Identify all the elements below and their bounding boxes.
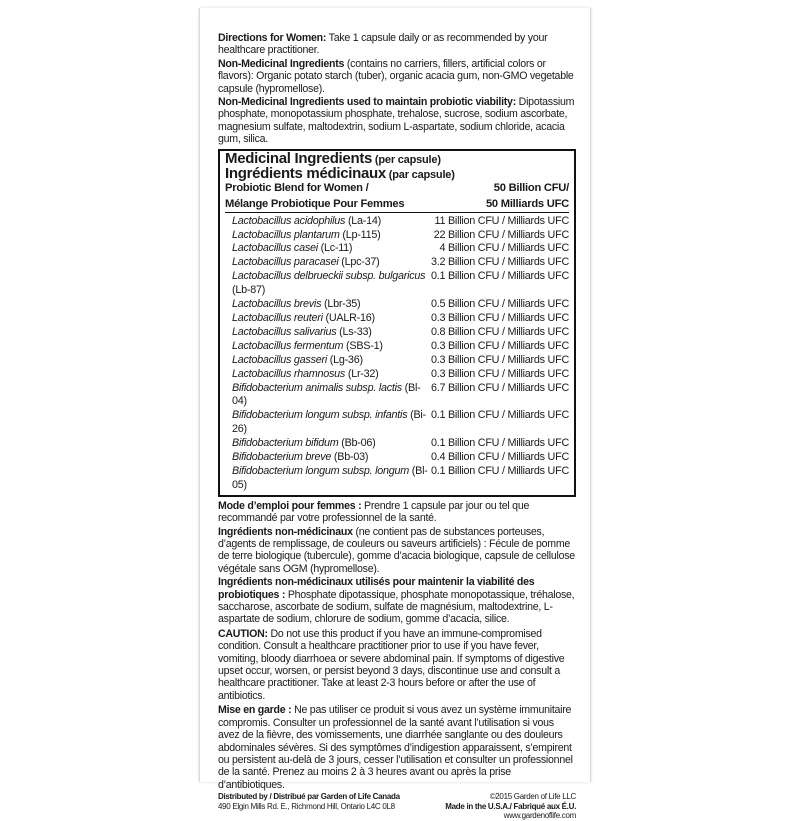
strain-name [232, 368, 379, 382]
strain-name [232, 340, 383, 354]
nonmed-fr-label: Ingrédients non-médicinaux [218, 525, 353, 538]
strain-species: Lactobacillus plantarum [232, 228, 340, 241]
strain-name [232, 312, 375, 326]
made-in: Made in the U.S.A./ Fabriqué aux É.U. [445, 801, 576, 811]
strain-name [232, 229, 380, 243]
strain-value: 6.7 Billion CFU / Milliards UFC [430, 381, 569, 394]
blend-fr-label: Mélange Probiotique Pour Femmes [225, 197, 405, 210]
strain-value: 0.3 Billion CFU / Milliards UFC [430, 312, 569, 324]
strain-value: 0.3 Billion CFU / Milliards UFC [430, 353, 569, 366]
blend-fr-value: 50 Milliards UFC [485, 197, 569, 210]
strain-name [232, 298, 360, 312]
strain-species: Lactobacillus paracasei [232, 256, 339, 269]
strain-value: 3.2 Billion CFU / Milliards UFC [430, 256, 569, 269]
strain-code: (Lb-87) [232, 284, 266, 297]
nonmed-viability-en [218, 96, 576, 146]
strain-species: Bifidobacterium longum subsp. infantis [232, 409, 408, 422]
strain-row [225, 242, 569, 256]
strain-value: 0.1 Billion CFU / Milliards UFC [430, 437, 569, 450]
strain-value: 11 Billion CFU / Milliards UFC [434, 214, 569, 227]
strain-species: Lactobacillus brevis [232, 298, 322, 311]
strain-species: Bifidobacterium breve [232, 451, 332, 464]
strain-name [232, 354, 363, 368]
strain-row [225, 409, 569, 437]
footer [218, 792, 576, 821]
strain-row [225, 229, 569, 243]
strain-value: 0.8 Billion CFU / Milliards UFC [430, 325, 569, 338]
strain-row [225, 298, 569, 312]
strain-name [232, 242, 352, 256]
strain-species: Lactobacillus fermentum [232, 339, 344, 352]
strain-name [232, 437, 375, 451]
strain-species: Lactobacillus salivarius [232, 325, 337, 338]
nonmed-fr-text: (ne contient pas de substances porteuses, d’agents de remplissage, de couleurs ou saveurs artificiels) : Fécule de pomme de terre biologique (tubercule), gomme d’acacia biologique, capsule de cellulose végétale sans OGM (hypromellose). [218, 525, 575, 575]
strain-row [225, 326, 569, 340]
strain-value: 0.1 Billion CFU / Milliards UFC [430, 270, 569, 283]
blend-row-en [225, 182, 569, 195]
nonmed-viability-en-text: Dipotassium phosphate, monopotassium phosphate, trehalose, sucrose, sodium ascorbate, magnesium sulfate, maltodextrin, sodium L-aspartate, sodium chloride, acacia gum, silica. [218, 96, 575, 146]
caution-fr-text: Ne pas utiliser ce produit si vous avez un système immunitaire compromis. Consulter un professionnel de la santé avant l’utilisation si vous avez de la fièvre, des vomissements, une diarrhée sanglante ou des douleurs abdominales sévères. Si des symptômes d’indigestion apparaissent, s’empirent ou persistent au-delà de 3 jours, cesser l’utilisation et consulter un professionnel de la santé. Prenez au moins 2 à 3 heures avant ou après la prise d’antibiotiques. [218, 704, 573, 791]
caution-fr-label: Mise en garde : [218, 704, 292, 717]
strain-row [225, 312, 569, 326]
strain-species: Bifidobacterium bifidum [232, 437, 339, 450]
strain-code: (Bl-05) [232, 464, 428, 491]
nonmed-viability-fr-text: Phosphate dipotassique, phosphate monopotassique, tréhalose, saccharose, ascorbate de sodium, sulfate de magnésium, maltodextrine, L-aspartate de sodium, chlorure de sodium, gomme d’acacia, silice. [218, 588, 575, 626]
nonmed-fr [218, 526, 576, 576]
nonmed-viability-en-label: Non-Medicinal Ingredients used to maintain probiotic viability: [218, 96, 516, 109]
nonmed-viability-fr [218, 576, 576, 626]
caution-en-label: CAUTION: [218, 627, 268, 640]
strain-species: Lactobacillus acidophilus [232, 214, 346, 227]
nonmed-en-label: Non-Medicinal Ingredients [218, 57, 345, 70]
strain-name [232, 256, 379, 270]
blend-en-value: 50 Billion CFU/ [493, 181, 569, 194]
strain-name [232, 382, 431, 410]
nonmed-en [218, 58, 576, 95]
medicinal-title-fr-text: Ingrédients médicinaux [225, 164, 386, 182]
strain-value: 22 Billion CFU / Milliards UFC [433, 228, 569, 241]
medicinal-per-en: (per capsule) [372, 153, 441, 166]
caution-en [218, 628, 576, 702]
strain-row [225, 465, 569, 493]
strain-code: (Lp-115) [339, 228, 381, 241]
directions-fr [218, 500, 576, 525]
strain-value: 0.4 Billion CFU / Milliards UFC [430, 451, 569, 464]
strain-code: (Lc-11) [317, 242, 353, 255]
strain-code: (Lr-32) [345, 367, 379, 380]
strain-species: Bifidobacterium animalis subsp. lactis [232, 381, 402, 394]
strain-value: 0.3 Billion CFU / Milliards UFC [430, 367, 569, 380]
strain-species: Lactobacillus casei [232, 242, 318, 255]
label-panel [199, 8, 591, 821]
strain-row [225, 215, 569, 229]
strain-name [232, 326, 372, 340]
strain-code: (La-14) [345, 214, 382, 227]
directions-en-label: Directions for Women: [218, 32, 327, 44]
strain-name [232, 270, 431, 298]
medicinal-title-en-text: Medicinal Ingredients [225, 149, 373, 167]
strain-name [232, 451, 368, 465]
strain-code: (Lbr-35) [321, 298, 361, 311]
strain-code: (SBS-1) [343, 339, 383, 352]
strain-code: (Bl-04) [232, 381, 421, 408]
strain-code: (Ls-33) [336, 325, 372, 338]
strain-species: Lactobacillus delbrueckii subsp. bulgaricus [232, 270, 426, 283]
blend-en-label: Probiotic Blend for Women / [225, 181, 369, 194]
strain-row [225, 340, 569, 354]
strain-code: (Lg-36) [326, 353, 363, 366]
strain-species: Lactobacillus reuteri [232, 312, 323, 324]
strain-list [225, 215, 569, 493]
medicinal-ingredients-box [218, 149, 576, 497]
website: www.gardenoflife.com [503, 811, 576, 821]
directions-en-text: Take 1 capsule daily or as recommended by your healthcare practitioner. [218, 32, 548, 57]
strain-species: Bifidobacterium longum subsp. longum [232, 464, 410, 477]
strain-value: 0.1 Billion CFU / Milliards UFC [430, 464, 569, 477]
distributor-address: 490 Elgin Mills Rd. E., Richmond Hill, Ontario L4C 0L8 [218, 801, 395, 811]
strain-name [232, 409, 431, 437]
strain-row [225, 256, 569, 270]
strain-code: (Bb-06) [338, 437, 376, 450]
distributed-by: Distributed by / Distribué par Garden of Life Canada [218, 792, 400, 802]
directions-en [218, 32, 576, 57]
footer-left [218, 792, 400, 821]
nonmed-viability-fr-label: Ingrédients non-médicinaux utilisés pour maintenir la viabilité des probiotiques : [218, 576, 535, 601]
strain-row [225, 451, 569, 465]
medicinal-title-fr [225, 164, 569, 182]
strain-name [232, 215, 381, 229]
strain-value: 4 Billion CFU / Milliards UFC [439, 242, 569, 255]
strain-value: 0.5 Billion CFU / Milliards UFC [430, 298, 569, 311]
strain-row [225, 382, 569, 410]
strain-code: (Lpc-37) [338, 256, 380, 269]
footer-right [445, 792, 576, 821]
caution-fr [218, 704, 576, 791]
directions-fr-label: Mode d’emploi pour femmes : [218, 499, 362, 512]
copyright: ©2015 Garden of Life LLC [489, 792, 576, 802]
strain-code: (Bb-03) [331, 451, 369, 464]
strain-row [225, 437, 569, 451]
strain-value: 0.3 Billion CFU / Milliards UFC [430, 339, 569, 352]
nonmed-en-text: (contains no carriers, fillers, artificial colors or flavors): Organic potato starch (tuber), organic acacia gum, non-GMO vegetable capsule (hypromellose). [218, 57, 574, 95]
strain-row [225, 354, 569, 368]
blend-row-fr [225, 198, 569, 213]
strain-species: Lactobacillus rhamnosus [232, 367, 346, 380]
strain-code: (UALR-16) [322, 312, 375, 324]
strain-row [225, 368, 569, 382]
strain-row [225, 270, 569, 298]
strain-name [232, 465, 431, 493]
caution-en-text: Do not use this product if you have an immune-compromised condition. Consult a healthcare practitioner prior to use if you have fever, vomiting, bloody diarrhoea or severe abdominal pain. If symptoms of digestive upset occur, worsen, or persist beyond 3 days, discontinue use and consult a healthcare practitioner. Take at least 2-3 hours before or after the use of antibiotics. [218, 627, 565, 702]
strain-code: (Bi-26) [232, 409, 426, 436]
strain-value: 0.1 Billion CFU / Milliards UFC [430, 409, 569, 422]
strain-species: Lactobacillus gasseri [232, 353, 327, 366]
directions-fr-text: Prendre 1 capsule par jour ou tel que recommandé par votre professionnel de la santé. [218, 499, 530, 525]
medicinal-per-fr: (par capsule) [385, 168, 455, 181]
